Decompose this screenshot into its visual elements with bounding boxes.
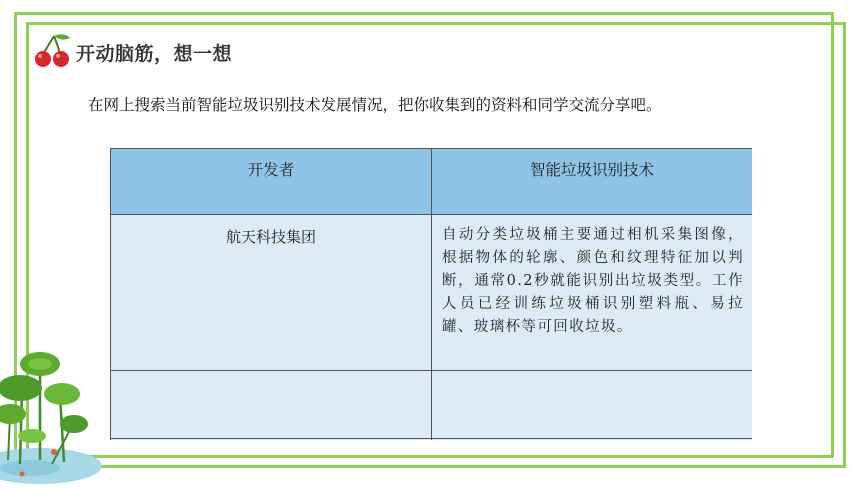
tech-table — [110, 148, 752, 440]
title-text: 开动脑筋，想一想 — [76, 42, 233, 65]
table-row — [111, 371, 753, 439]
developer-cell: 航天科技集团 — [111, 215, 432, 371]
developer-cell — [111, 371, 432, 439]
technology-cell: 自动分类垃圾桶主要通过相机采集图像，根据物体的轮廓、颜色和纹理特征加以判断，通常0.2秒就能识别出垃圾类型。工作人员已经训练垃圾桶识别塑料瓶、易拉罐、玻璃杯等可回收垃圾。 — [432, 215, 753, 371]
section-title — [34, 32, 232, 72]
header-technology: 智能垃圾识别技术 — [432, 149, 753, 215]
table-row — [111, 439, 753, 441]
instruction-text: 在网上搜索当前智能垃圾识别技术发展情况，把你收集到的资料和同学交流分享吧。 — [88, 96, 662, 114]
technology-cell — [432, 371, 753, 439]
tech-table-container — [110, 148, 752, 440]
header-developer: 开发者 — [111, 149, 432, 215]
developer-cell — [111, 439, 432, 441]
table-row — [111, 215, 753, 371]
lotus-pond-decoration — [0, 340, 130, 488]
table-header-row — [111, 149, 753, 215]
technology-cell — [432, 439, 753, 441]
cherry-icon — [34, 32, 72, 72]
